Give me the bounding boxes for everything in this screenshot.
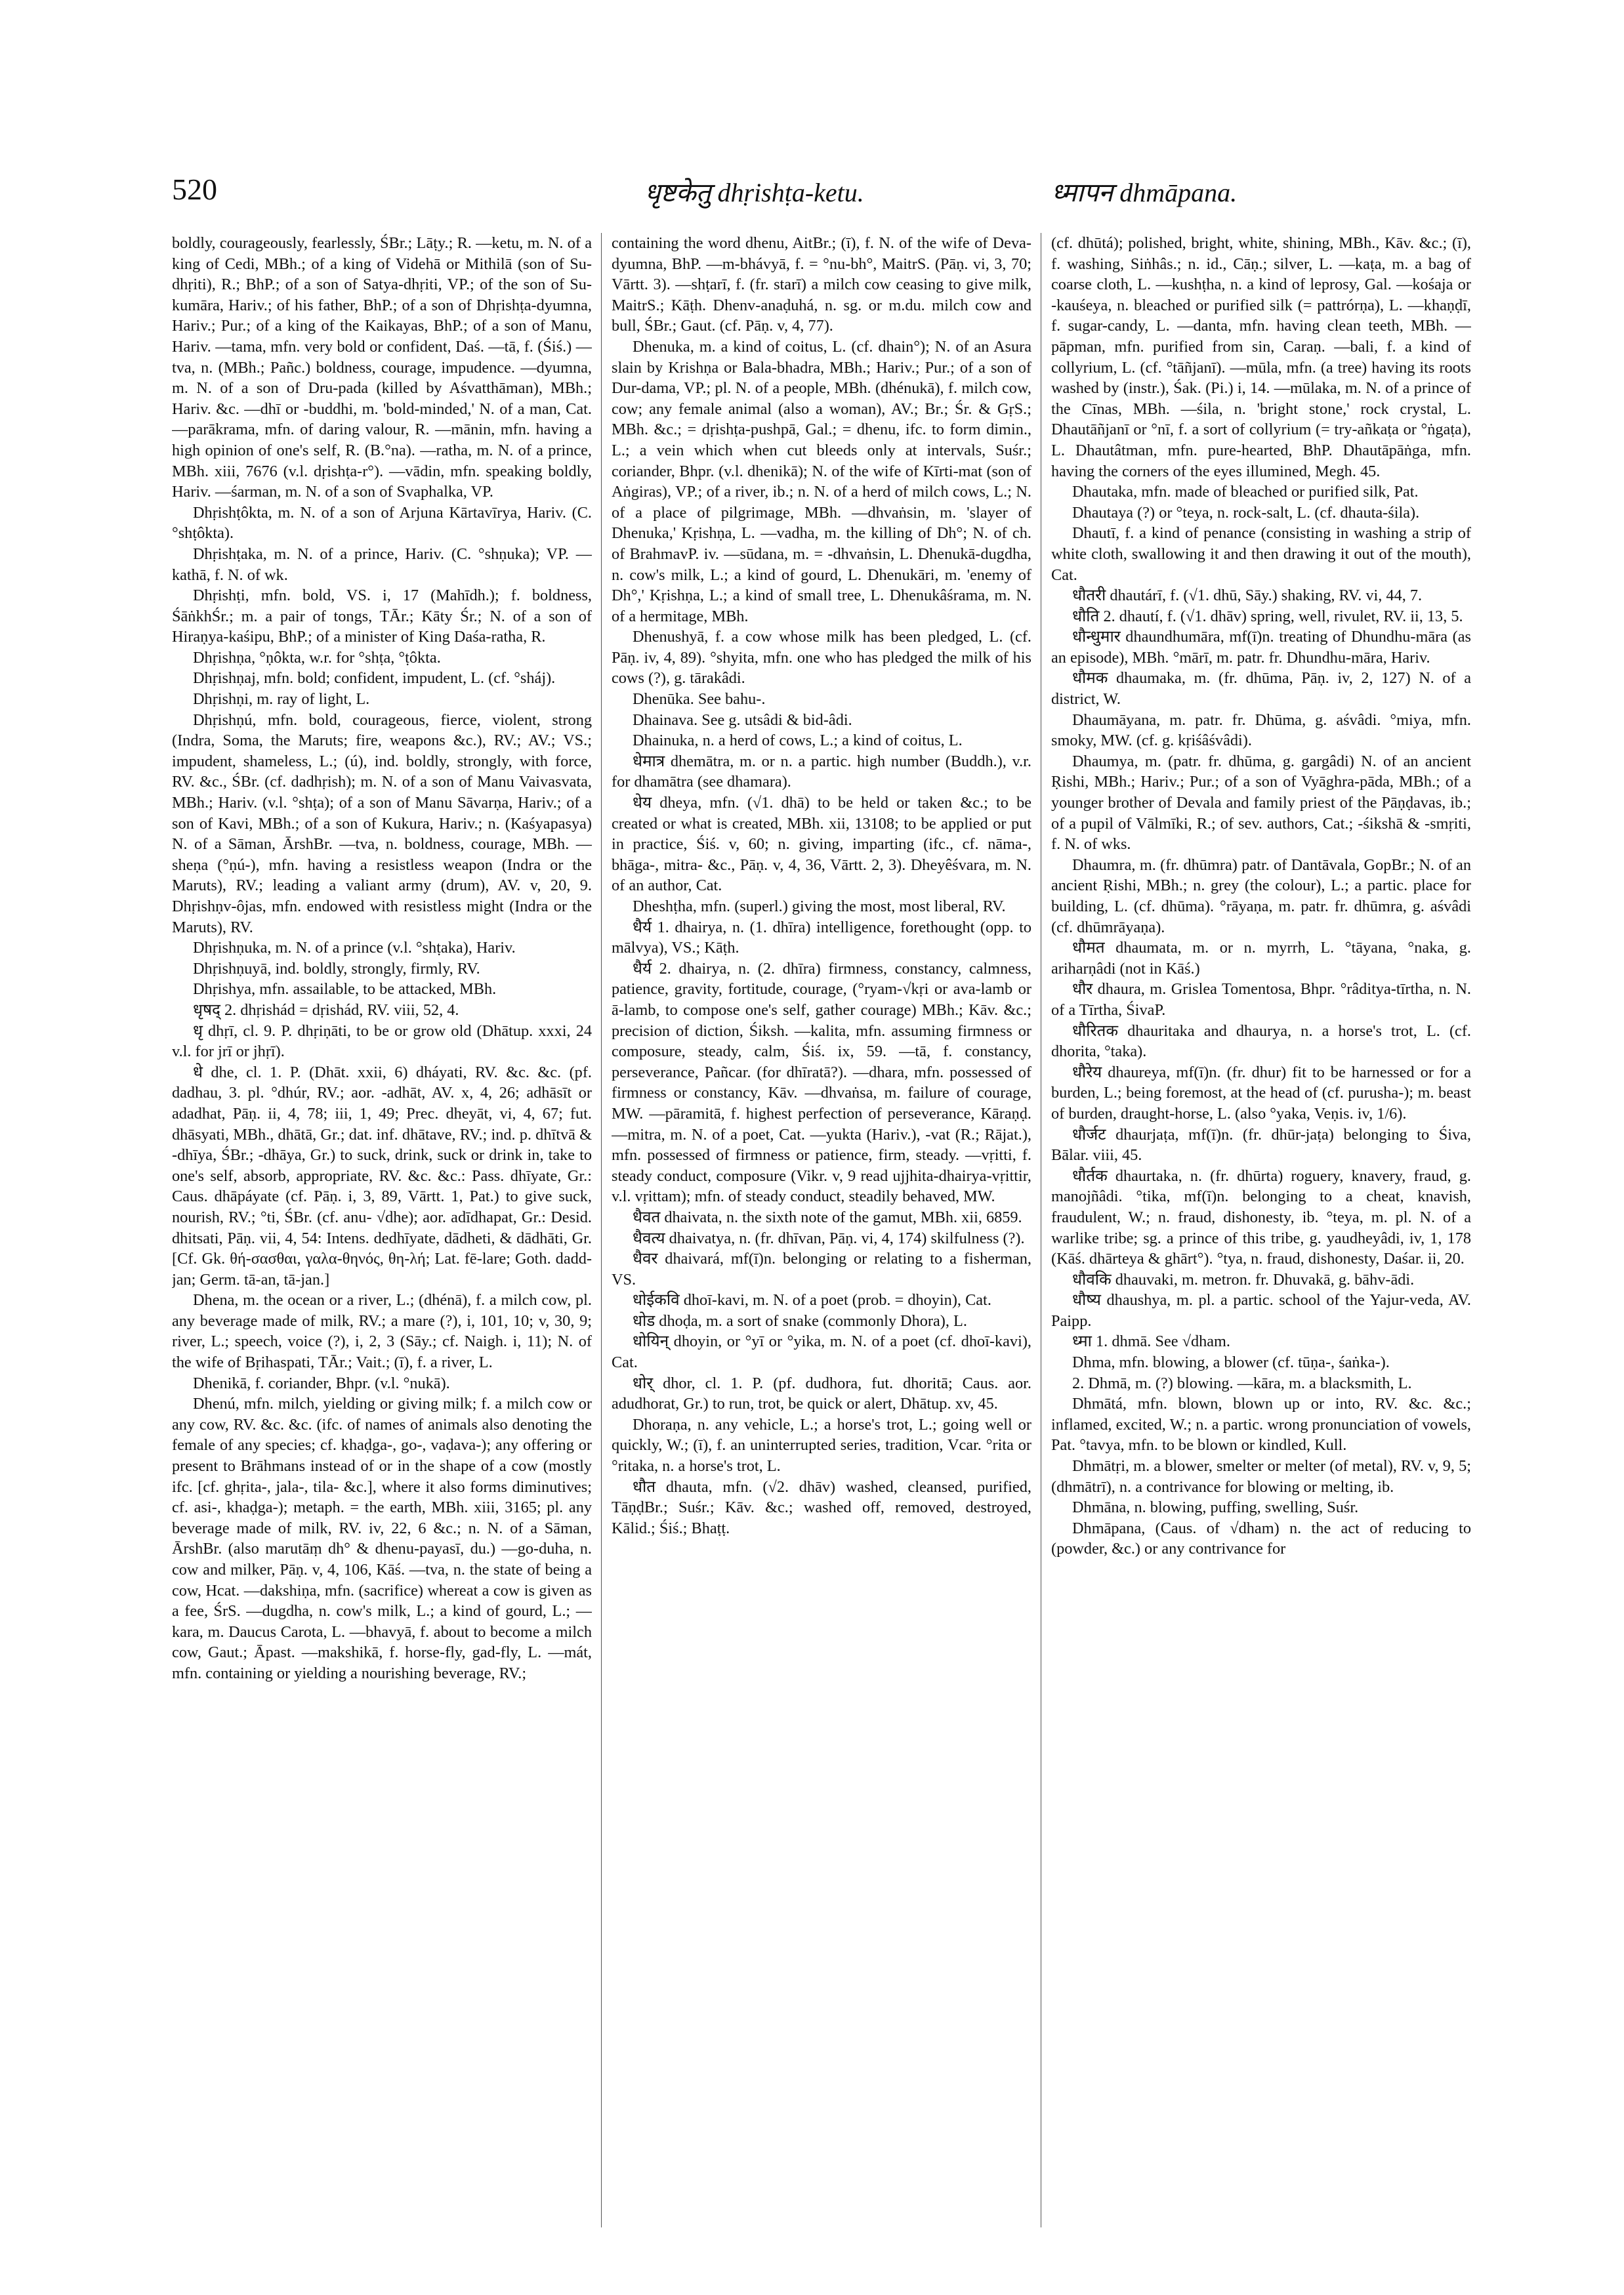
dictionary-entry: Dhṛishṇú, mfn. bold, courageous, fierce, violent, strong (Indra, Soma, the Maruts; fire, weapons &c.), RV.; AV.; VS.; impudent, shameless, L.; (ú), ind. boldly, strongly, with force, RV. &c., ŚBr. (cf. dadhṛish); m. N. of a son of Manu Vaivasvata, MBh.; Hariv. (v.l. °shṭa); of a son of Manu Sāvarṇa, Hariv.; of a son of Kavi, MBh.; of a son of Kukura, Hariv.; n. (Kaśyapasya) N. of a Sāman, ĀrshBr. —tva, n. boldness, courage, MBh. —sheṇa (°ṇú-), mfn. having a resistless weapon (Indra or the Maruts), RV.; leading a valiant army (drum), AV. v, 20, 9. Dhṛishṇv-ôjas, mfn. endowed with resistless might (Indra or the Maruts), RV. — [172, 711, 592, 936]
dictionary-entry: Dhmāpana, (Caus. of √dham) n. the act of reducing to (powder, &c.) or any contrivance for — [1051, 1519, 1471, 1558]
dictionary-entry: धौरेय dhaureya, mf(ī)n. (fr. dhur) fit to be harnessed or for a burden, L.; being foremost, at the head of (cf. purusha-); m. beast of burden, draught-horse, L. (also °yaka, Veṇis. iv, 1/6). — [1051, 1063, 1471, 1123]
dictionary-entry: Dhautaka, mfn. made of bleached or purified silk, Pat. — [1072, 483, 1419, 501]
dictionary-entry: धेमात्र dhemātra, m. or n. a partic. high number (Buddh.), v.r. for dhamātra (see dhamara). — [612, 752, 1031, 791]
dictionary-entry: Dhaumra, m. (fr. dhūmra) patr. of Dantāvala, GopBr.; N. of an ancient Ṛishi, MBh.; n. grey (the colour), L.; a partic. place for building, L. (cf. dhūma). °rāyaṇa, m. patr. fr. dhūmra, g. aśvâdi (cf. dhūmrāyaṇa). — [1051, 856, 1471, 936]
column-2 — [612, 233, 1031, 2234]
dictionary-entry: (cf. dhūtá); polished, bright, white, shining, MBh., Kāv. &c.; (ī), f. washing, Siṅhâs.; n. id., Cāṇ.; silver, L. —kaṭa, m. a bag of coarse cloth, L. —kushṭha, n. a kind of leprosy, Gal. —kośaja or -kauśeya, n. bleached or purified silk (= pattrórṇa), L. —khaṇḍī, f. sugar-candy, L. —danta, mfn. having clean teeth, MBh. —pāpman, mfn. purified from sin, Caraṇ. —bali, f. a kind of collyrium, L. (cf. °tāñjanī). —mūla, mfn. (a tree) having its roots washed by (instr.), Śak. (Pi.) i, 14. —mūlaka, m. N. of a prince of the Cīnas, MBh. —śila, n. 'bright stone,' rock crystal, L. Dhautāñjanī or °nī, f. a sort of collyrium (= try-añkaṭa or °ṅgaṭa), L. Dhautâtman, mfn. pure-hearted, BhP. Dhautāpāṅga, mfn. having the corners of the eyes illumined, Megh. 45. — [1051, 234, 1471, 480]
column-divider — [601, 233, 602, 2227]
dictionary-entry: धृ dhṛī, cl. 9. P. dhṛiṇāti, to be or grow old (Dhātup. xxxi, 24 v.l. for jrī or jhṛī). — [172, 1022, 592, 1061]
dictionary-entry: धौमत dhaumata, m. or n. myrrh, L. °tāyana, °naka, g. ariharṇâdi (not in Kāś.) — [1051, 939, 1471, 978]
dictionary-entry: ध्मा 1. dhmā. See √dham. — [1072, 1333, 1231, 1351]
dictionary-entry: containing the word dhenu, AitBr.; (ī), f. N. of the wife of Deva-dyumna, BhP. —m-bhávyā, f. = °nu-bh°, MaitrS. (Pāṇ. vi, 3, 70; Vārtt. 3). —shṭarī, f. (fr. starī) a milch cow ceasing to give milk, MaitrS.; Kāṭh. Dhenv-anaḍuhá, n. sg. or m.du. milch cow and bull, ŚBr.; Gaut. (cf. Pāṇ. v, 4, 77). — [612, 234, 1031, 335]
dictionary-entry: Dhṛishṇaj, mfn. bold; confident, impudent, L. (cf. °sháj). — [193, 669, 556, 688]
dictionary-entry: Dhautaya (?) or °teya, n. rock-salt, L. (cf. dhauta-śila). — [1072, 503, 1420, 522]
dictionary-entry: 2. Dhmā, m. (?) blowing. —kāra, m. a blacksmith, L. — [1072, 1374, 1412, 1392]
dictionary-entry: धोयिन् dhoyin, or °yī or °yika, m. N. of a poet (cf. dhoī-kavi), Cat. — [612, 1333, 1031, 1372]
dictionary-entry: धौष्य dhaushya, m. pl. a partic. school of the Yajur-veda, AV. Paipp. — [1051, 1291, 1471, 1330]
page-header — [172, 172, 1484, 218]
column-1 — [172, 233, 592, 2234]
dictionary-entry: Dhainava. See g. utsâdi & bid-âdi. — [633, 711, 852, 729]
dictionary-entry: Dhmātá, mfn. blown, blown up or into, RV. &c. &c.; inflamed, excited, W.; n. a partic. wrong pronunciation of vowels, Pat. °tavya, mfn. to be blown or kindled, Kull. — [1051, 1395, 1471, 1455]
dictionary-entry: धौर dhaura, m. Grislea Tomentosa, Bhpr. °râditya-tīrtha, n. N. of a Tīrtha, ŚivaP. — [1051, 980, 1471, 1019]
dictionary-entry: धैर्य 2. dhairya, n. (2. dhīra) firmness, constancy, calmness, patience, gravity, fortitude, courage, (°ryam-√kṛi or ava-lamb or ā-lamb, to compose one's self, gather courage) MBh.; Kāv. &c.; precision of diction, Śiksh. —kalita, mfn. assuming firmness or composure, steady, calm, Śiś. ix, 59. —tā, f. constancy, perseverance, Pañcar. (for dhīratā?). —dhara, mfn. possessed of firmness or constancy, Kāv. —dhvaṅsa, m. failure of courage, MW. —pāramitā, f. highest perfection of perseverance, Kāraṇḍ. —mitra, m. N. of a poet, Cat. —yukta (Hariv.), -vat (R.; Rājat.), mfn. possessed of firmness or patience, firm, steady. —vṛitti, f. steady conduct, composure (Vikr. v, 9 read ujjhita-dhairya-vṛittir, v.l. vṛittam); mfn. of steady conduct, steadily behaved, MW. — [612, 959, 1031, 1206]
dictionary-entry: धे dhe, cl. 1. P. (Dhāt. xxii, 6) dháyati, RV. &c. &c. (pf. dadhau, 3. pl. °dhúr, RV.; aor. -adhāt, AV. x, 4, 26; adhāsīt or adadhat, Pāṇ. ii, 4, 78; iii, 1, 49; Prec. dheyāt, vi, 4, 67; fut. dhāsyati, MBh., dhātā, Gr.; dat. inf. dhātave, RV.; ind. p. dhītvā & -dhīya, ŚBr.; -dhāya, Gr.) to suck, drink, suck or drink in, take to one's self, absorb, appropriate, RV. &c. &c.: Pass. dhīyate, Gr.: Caus. dhāpáyate (cf. Pāṇ. i, 3, 89, Vārtt. 1, Pat.) to give suck, nourish, RV.; °ti, ŚBr. (cf. anu- √dhe); aor. adīdhapat, Gr.: Desid. dhitsati, Pāṇ. vii, 4, 54: Intens. dedhīyate, dādheti, & dādhāti, Gr. [Cf. Gk. θή-σασθαι, γαλα-θηνός, θη-λή; Lat. fē-lare; Goth. dadd-jan; Germ. tā-an, tā-jan.] — [172, 1063, 592, 1289]
dictionary-entry: Dhaumya, m. (patr. fr. dhūma, g. gargâdi) N. of an ancient Ṛishi, MBh.; Hariv.; Pur.; of a son of Vyāghra-pāda, MBh.; of a younger brother of Devala and family priest of the Pāṇḍavas, ib.; of a pupil of Vālmīki, R.; of sev. authors, Cat.; -śikshā & -smṛiti, f. N. of wks. — [1051, 752, 1471, 854]
dictionary-entry: Dhautī, f. a kind of penance (consisting in washing a strip of white cloth, swallowing it and then drawing it out of the mouth), Cat. — [1051, 524, 1471, 584]
dictionary-entry: Dhenūka. See bahu-. — [633, 690, 766, 709]
dictionary-entry: धौन्धुमार dhaundhumāra, mf(ī)n. treating of Dhundhu-māra (as an episode), MBh. °mārī, m. patr. fr. Dhundhu-māra, Hariv. — [1051, 628, 1471, 667]
dictionary-entry: Dhena, m. the ocean or a river, L.; (dhénā), f. a milch cow, pl. any beverage made of milk, RV.; a mare (?), i, 101, 10; v, 30, 9; river, L.; speech, voice (?), i, 2, 3 (Sāy.; cf. Naigh. i, 11); N. of the wife of Bṛihaspati, TĀr.; Vait.; (ī), f. a river, L. — [172, 1291, 592, 1372]
dictionary-entry: Dhṛishṇi, m. ray of light, L. — [193, 690, 370, 709]
dictionary-entry: धृषद् 2. dhṛishád = dṛishád, RV. viii, 52, 4. — [193, 1001, 459, 1019]
dictionary-entry: धैवत्य dhaivatya, n. (fr. dhīvan, Pāṇ. vi, 4, 174) skilfulness (?). — [633, 1229, 1025, 1247]
dictionary-entry: Dhṛishya, mfn. assailable, to be attacked, MBh. — [193, 980, 497, 999]
left-guide-word: धृष्टकेतु dhṛishṭa-ketu. — [644, 178, 864, 207]
dictionary-entry: Dhmāna, n. blowing, puffing, swelling, Suśr. — [1072, 1499, 1359, 1517]
dictionary-entry: Dhṛishṇa, °ṇôkta, w.r. for °shṭa, °ṭôkta. — [193, 648, 441, 667]
dictionary-entry: Dhṛishṭaka, m. N. of a prince, Hariv. (C. °shṇuka); VP. —kathā, f. N. of wk. — [172, 545, 592, 584]
dictionary-entry: धोर् dhor, cl. 1. P. (pf. dudhora, fut. dhoritā; Caus. aor. adudhorat, Gr.) to run, trot, be quick or alert, Dhātup. xv, 45. — [612, 1374, 1031, 1413]
dictionary-entry: धौति 2. dhautí, f. (√1. dhāv) spring, well, rivulet, RV. ii, 13, 5. — [1072, 607, 1463, 625]
dictionary-entry: धौत dhauta, mfn. (√2. dhāv) washed, cleansed, purified, TāṇḍBr.; Suśr.; Kāv. &c.; washed off, removed, destroyed, Kālid.; Śiś.; Bhaṭṭ. — [612, 1478, 1031, 1537]
dictionary-entry: धौमक dhaumaka, m. (fr. dhūma, Pāṇ. iv, 2, 127) N. of a district, W. — [1051, 669, 1471, 709]
dictionary-entry: धैवत dhaivata, n. the sixth note of the gamut, MBh. xii, 6859. — [633, 1208, 1022, 1226]
dictionary-entry: Dhṛishṇuka, m. N. of a prince (v.l. °shṭaka), Hariv. — [193, 939, 516, 957]
page-number: 520 — [172, 173, 217, 206]
dictionary-entry: धौरितक dhauritaka and dhaurya, n. a horse's trot, L. (cf. dhorita, °taka). — [1051, 1022, 1471, 1061]
dictionary-entry: Dhma, mfn. blowing, a blower (cf. tūṇa-, śaṅka-). — [1072, 1354, 1390, 1372]
dictionary-entry: Dhenikā, f. coriander, Bhpr. (v.l. °nukā). — [193, 1374, 450, 1392]
dictionary-entry: Dhenushyā, f. a cow whose milk has been pledged, L. (cf. Pāṇ. iv, 4, 89). °shyita, mfn. one who has pledged the milk of his cows (?), g. tārakâdi. — [612, 628, 1031, 688]
dictionary-entry: Dhaumāyana, m. patr. fr. Dhūma, g. aśvâdi. °miya, mfn. smoky, MW. (cf. g. kṛiśâśvâdi). — [1051, 711, 1471, 750]
dictionary-entry: धोईकवि dhoī-kavi, m. N. of a poet (prob. = dhoyin), Cat. — [633, 1291, 991, 1310]
dictionary-entry: Dhṛishṭôkta, m. N. of a son of Arjuna Kārtavīrya, Hariv. (C. °shṭôkta). — [172, 503, 592, 543]
dictionary-entry: धौर्तक dhaurtaka, n. (fr. dhūrta) roguery, knavery, fraud, g. manojñâdi. °tika, mf(ī)n. belonging to a cheat, knavish, fraudulent, W.; n. fraud, dishonesty, ib. °teya, m. pl. N. of a warlike tribe; sg. a prince of this tribe, g. yaudheyâdi, iv, 1, 178 (Kāś. dhārteya & ghārt°). °tya, n. fraud, dishonesty, Daśar. ii, 20. — [1051, 1167, 1471, 1268]
dictionary-entry: Dhṛishṭi, mfn. bold, VS. i, 17 (Mahīdh.); f. boldness, ŚāṅkhŚr.; m. a pair of tongs, TĀr.; Kāty Śr.; N. of a son of Hiraṇya-kaśipu, BhP.; of a minister of King Daśa-ratha, R. — [172, 587, 592, 646]
dictionary-entry: Dheshṭha, mfn. (superl.) giving the most, most liberal, RV. — [633, 898, 1006, 915]
dictionary-entry: धौर्जट dhaurjaṭa, mf(ī)n. (fr. dhūr-jaṭa) belonging to Śiva, Bālar. viii, 45. — [1051, 1125, 1471, 1165]
dictionary-entry: धैवर dhaivará, mf(ī)n. belonging or relating to a fisherman, VS. — [612, 1250, 1031, 1289]
dictionary-entry: boldly, courageously, fearlessly, ŚBr.; Lāṭy.; R. —ketu, m. N. of a king of Cedi, MBh.; of a king of Videhā or Mithilā (son of Su-dhṛiti), R.; BhP.; of a son of Satya-dhṛiti, VP.; of the son of Su-kumāra, Hariv.; of his father, BhP.; of a son of Dhṛishṭa-dyumna, Hariv.; Pur.; of a king of the Kaikayas, BhP.; of a son of Manu, Hariv. —tama, mfn. very bold or confident, Daś. —tā, f. (Śiś.) —tva, n. (MBh.; Pañc.) boldness, courage, impudence. —dyumna, m. N. of a son of Dru-pada (killed by Aśvatthāman), MBh.; Hariv. &c. —dhī or -buddhi, m. 'bold-minded,' N. of a man, Cat. —parākrama, mfn. of daring valour, R. —mānin, mfn. having a high opinion of one's self, R. (B.°na). —ratha, m. N. of a prince, MBh. xiii, 7676 (v.l. dṛishṭa-r°). —vādin, mfn. speaking boldly, Hariv. —śarman, m. N. of a son of Svaphalka, VP. — [172, 234, 592, 501]
dictionary-entry: धौवकि dhauvaki, m. metron. fr. Dhuvakā, g. bāhv-ādi. — [1072, 1270, 1415, 1289]
dictionary-entry: Dhainuka, n. a herd of cows, L.; a kind of coitus, L. — [633, 732, 963, 750]
dictionary-entry: धौतरी dhautárī, f. (√1. dhū, Sāy.) shaking, RV. vi, 44, 7. — [1072, 587, 1423, 605]
right-guide-word: ध्मापन dhmāpana. — [1051, 178, 1238, 207]
dictionary-entry: Dhenuka, m. a kind of coitus, L. (cf. dhain°); N. of an Asura slain by Krishṇa or Bala-bhadra, MBh.; Hariv.; Pur.; of a son of Dur-dama, VP.; pl. N. of a people, MBh. (dhénukā), f. milch cow, cow; any female animal (also a woman), AV.; Br.; Śr. & GṛS.; MBh. &c.; = dṛishṭa-pushpā, Gal.; = dhenu, ifc. to form dimin., L.; a vein which when cut bleeds only at intervals, Suśr.; coriander, Bhpr. (v.l. dhenikā); N. of the wife of Kīrti-mat (son of Aṅgiras), VP.; of a river, ib.; n. N. of a herd of milch cows, L.; N. of a place of pilgrimage, MBh. —dhvaṅsin, m. 'slayer of Dhenuka,' Kṛishṇa, L. —vadha, m. the killing of Dh°; N. of ch. of BrahmavP. iv. —sūdana, m. = -dhvaṅsin, L. Dhenukā-dugdha, n. cow's milk, L.; a kind of gourd, L. Dhenukāri, m. 'enemy of Dh°,' Kṛishṇa, L.; a kind of small tree, L. Dhenukâśrama, m. N. of a hermitage, MBh. — [612, 337, 1031, 625]
dictionary-entry: Dhṛishṇuyā, ind. boldly, strongly, firmly, RV. — [193, 959, 480, 978]
dictionary-entry: धैर्य 1. dhairya, n. (1. dhīra) intelligence, forethought (opp. to mālvya), VS.; Kāṭh. — [612, 918, 1031, 957]
dictionary-entry: धोड dhoḍa, m. a sort of snake (commonly Dhora), L. — [633, 1312, 967, 1330]
dictionary-entry: Dhoraṇa, n. any vehicle, L.; a horse's trot, L.; going well or quickly, W.; (ī), f. an uninterrupted series, tradition, Vcar. °rita or °ritaka, n. a horse's trot, L. — [612, 1415, 1031, 1476]
dictionary-entry: Dhenú, mfn. milch, yielding or giving milk; f. a milch cow or any cow, RV. &c. &c. (ifc. of names of animals also denoting the female of any species; cf. khaḍga-, go-, vaḍava-); any offering or present to Brāhmans instead of or in the shape of a cow (mostly ifc. [cf. ghṛita-, jala-, tila- &c.], where it also forms diminutives; cf. asi-, khaḍga-); metaph. = the earth, MBh. xiii, 3165; pl. any beverage made of milk, RV. iv, 22, 6 &c.; n. N. of a Sāman, ĀrshBr. (also marutāṃ dh° & dhenu-payasī, du.) —go-duha, n. cow and milker, Pāṇ. v, 4, 106, Kāś. —tva, n. the state of being a cow, Hcat. —dakshiṇa, mfn. (sacrifice) whereat a cow is given as a fee, ŚrS. —dugdha, n. cow's milk, L.; a kind of gourd, L.; —kara, m. Daucus Carota, L. —bhavyā, f. about to become a milch cow, Gaut.; Āpast. —makshikā, f. horse-fly, gad-fly, L. —mát, mfn. containing or yielding a nourishing beverage, RV.; — [172, 1395, 592, 1682]
dictionary-entry: Dhmātṛi, m. a blower, smelter or melter (of metal), RV. v, 9, 5; (dhmātrī), n. a contrivance for blowing or melting, ib. — [1051, 1457, 1471, 1496]
dictionary-entry: धेय dheya, mfn. (√1. dhā) to be held or taken &c.; to be created or what is created, MBh. xii, 13108; to be applied or put in practice, Śiś. v, 60; n. giving, imparting (ifc., cf. nāma-, bhāga-, mitra- &c., Pāṇ. v, 4, 36, Vārtt. 2, 3). Dheyêśvara, m. N. of an author, Cat. — [612, 794, 1031, 895]
column-3 — [1051, 233, 1471, 2234]
